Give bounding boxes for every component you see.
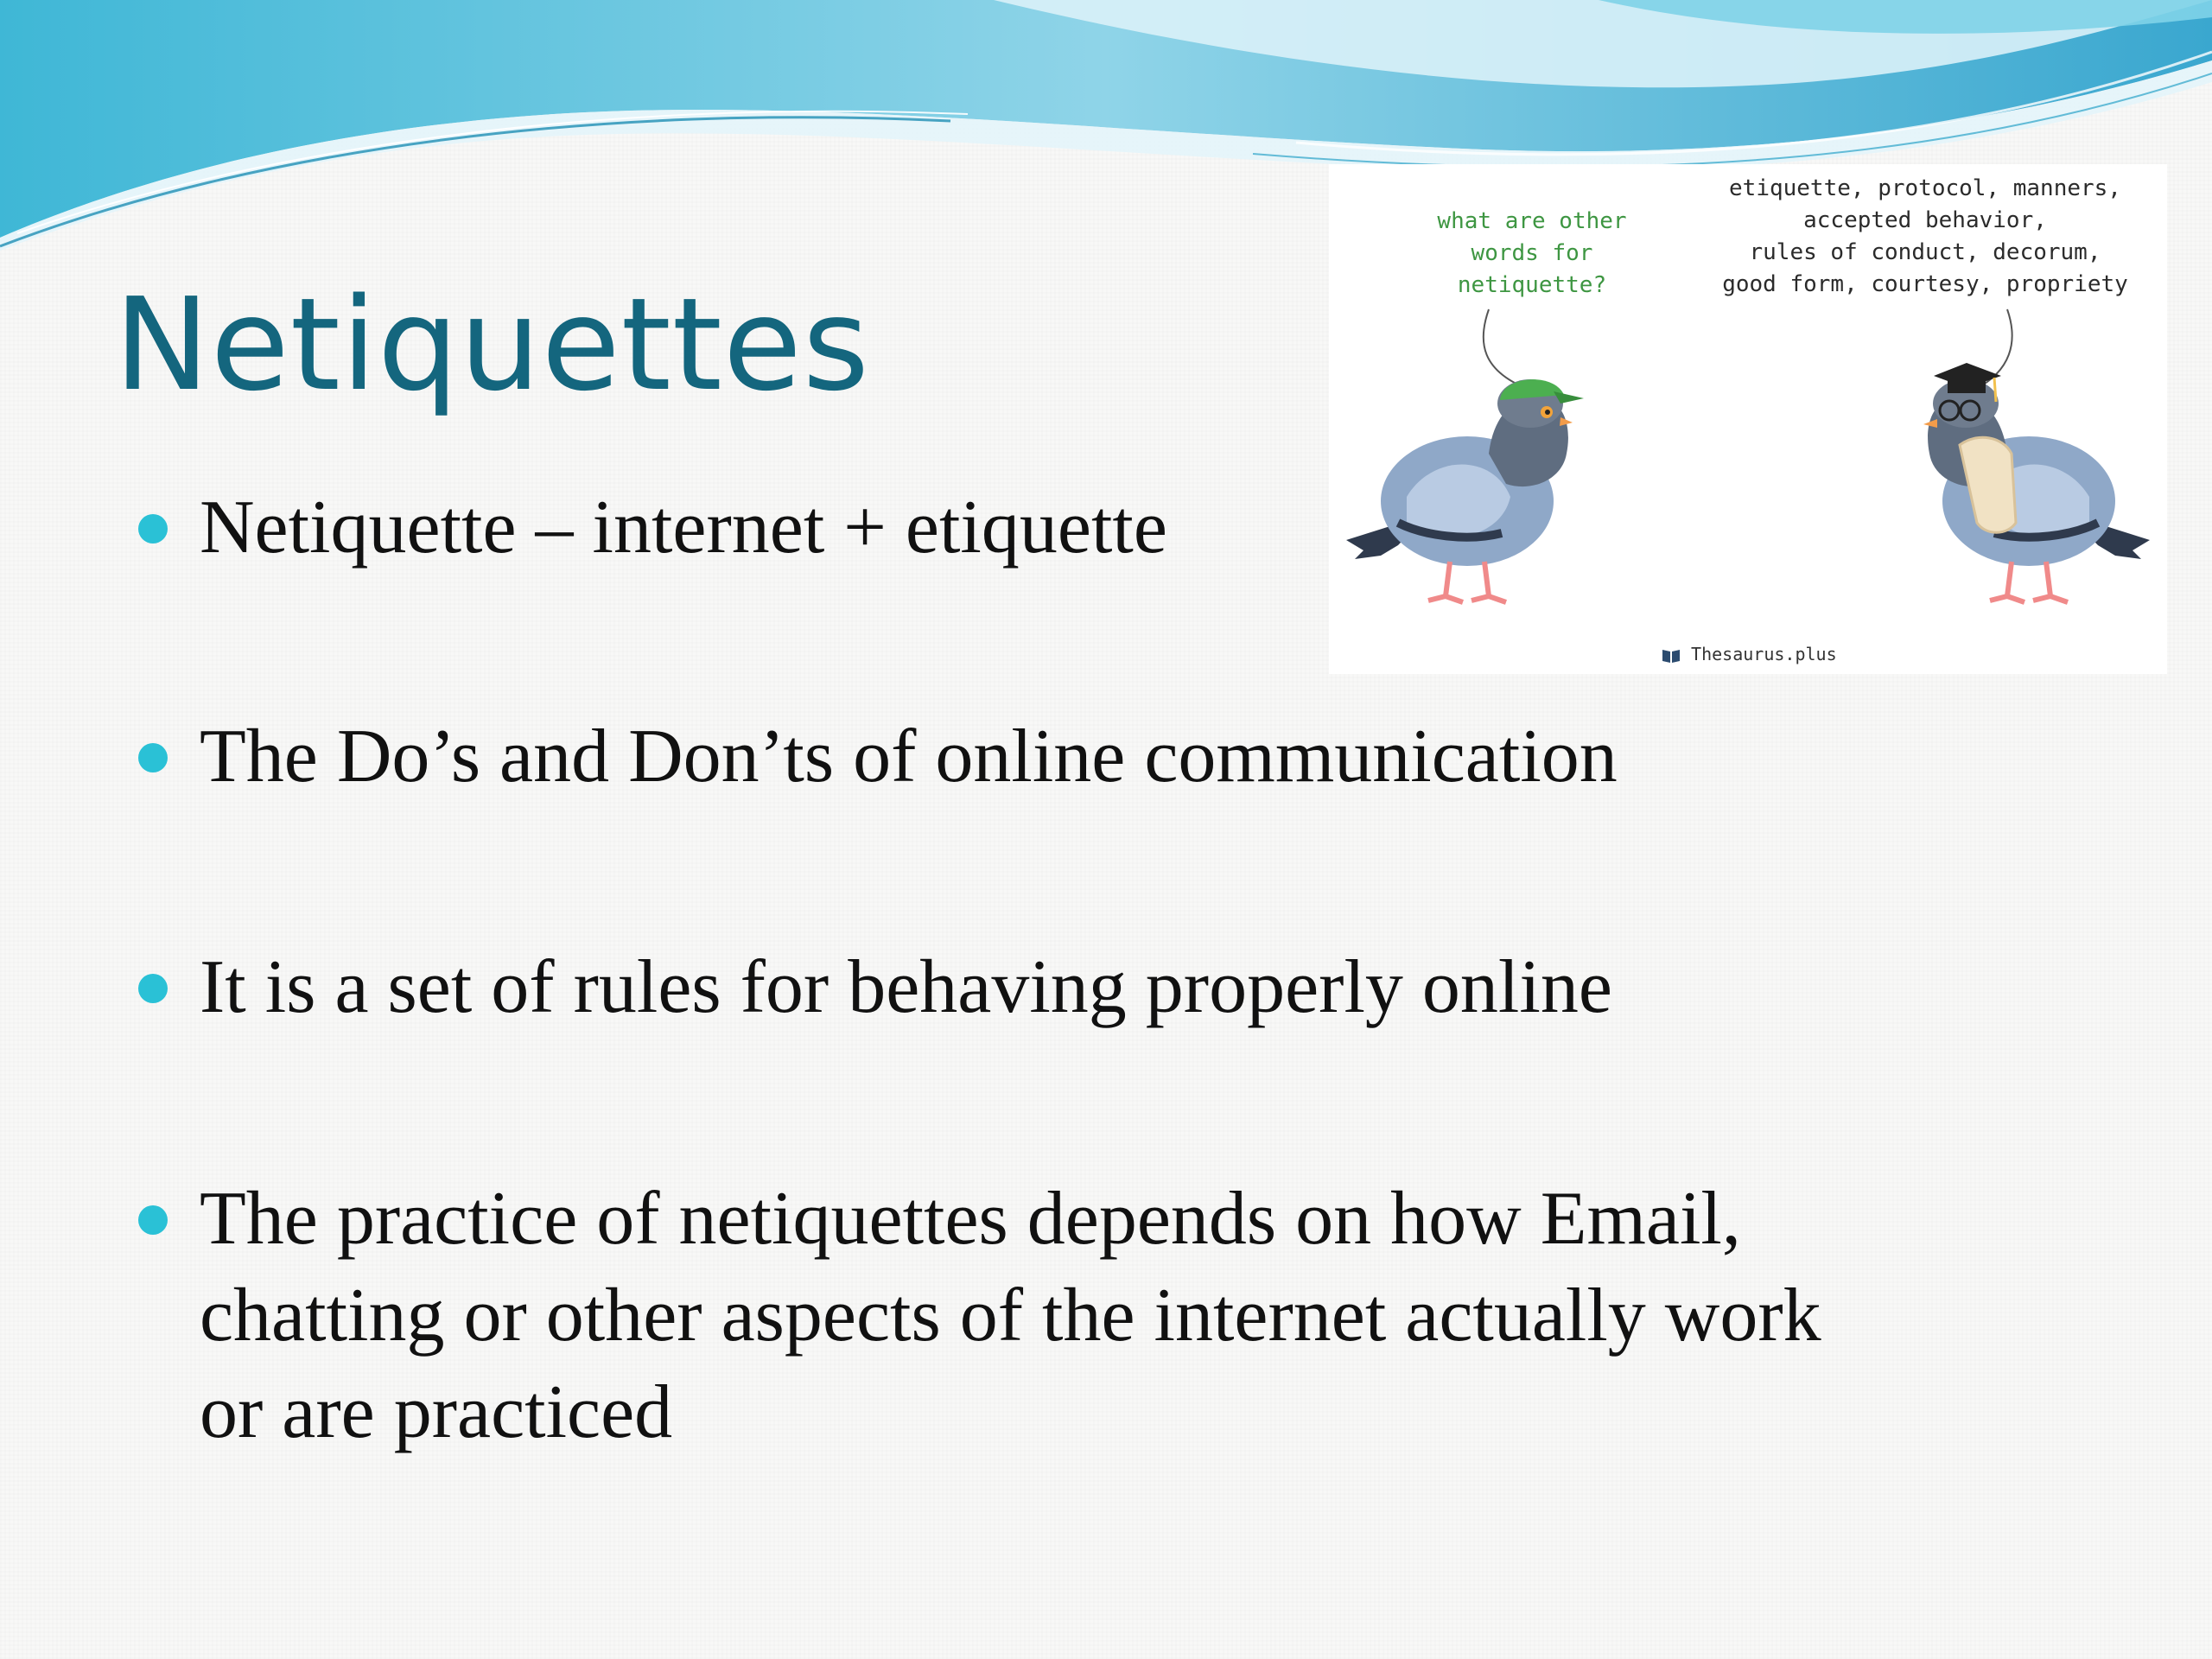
bullet-text xyxy=(200,709,1618,805)
caption-line: what are other xyxy=(1437,208,1627,234)
thesaurus-illustration xyxy=(1329,164,2167,674)
caption-line: netiquette? xyxy=(1457,272,1607,298)
caption-line: etiquette, protocol, manners, xyxy=(1729,175,2121,201)
caption-line: words for xyxy=(1471,240,1593,266)
bullet-point-icon xyxy=(138,514,168,543)
slide-title: Netiquettes xyxy=(114,270,870,419)
book-icon xyxy=(1662,648,1681,664)
bullet-text xyxy=(200,1171,1821,1461)
bullet-point-icon xyxy=(138,743,168,772)
bullet-text xyxy=(200,939,1612,1036)
bullet-point-icon xyxy=(138,974,168,1003)
bullet-line: chatting or other aspects of the internet actually work xyxy=(200,1274,1821,1357)
image-credit xyxy=(1662,644,1837,664)
left-pigeon-with-cap-icon xyxy=(1346,350,1631,635)
caption-line: accepted behavior, xyxy=(1803,207,2047,233)
bullet-text xyxy=(200,480,1167,576)
bullet-line: or are practiced xyxy=(200,1370,673,1454)
caption-line: rules of conduct, decorum, xyxy=(1749,239,2101,265)
right-pigeon-with-graduation-cap-icon xyxy=(1865,350,2150,635)
credit-text: Thesaurus.plus xyxy=(1691,644,1837,664)
bullet-point-icon xyxy=(138,1205,168,1235)
bullet-line: Netiquette – internet + etiquette xyxy=(200,486,1167,569)
bullet-line: It is a set of rules for behaving properly online xyxy=(200,945,1612,1029)
caption-line: good form, courtesy, propriety xyxy=(1722,271,2128,297)
bullet-line: The Do’s and Don’ts of online communication xyxy=(200,715,1618,798)
bullet-line: The practice of netiquettes depends on how Email, xyxy=(200,1177,1741,1261)
